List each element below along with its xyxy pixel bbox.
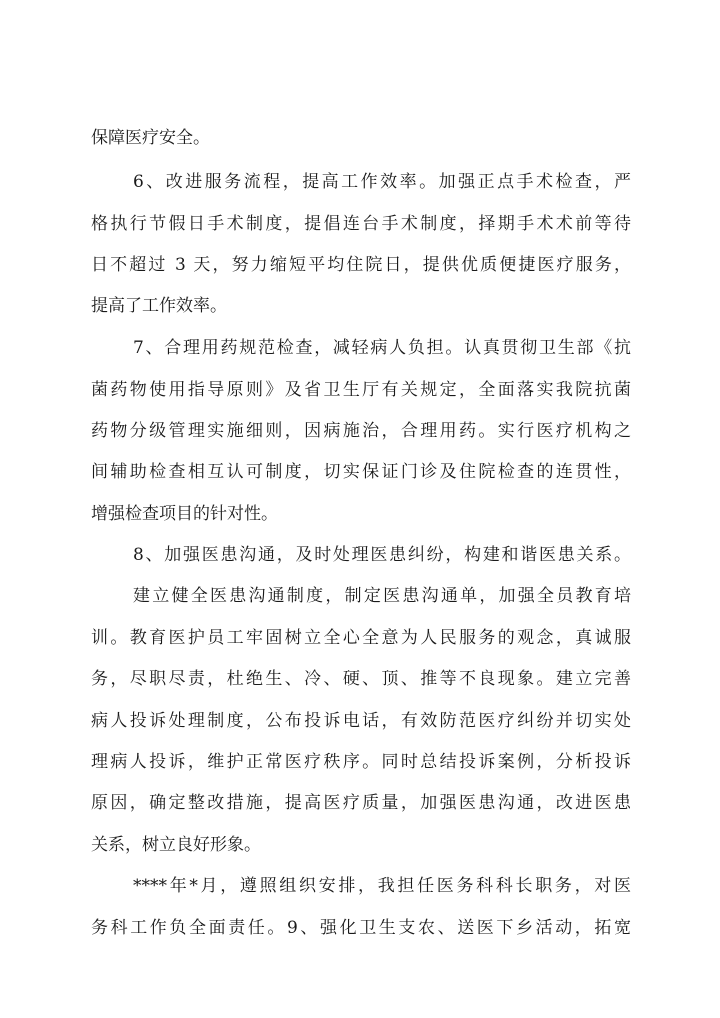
text-line: 6、改进服务流程，提高工作效率。加强正点手术检查，严 [133, 172, 631, 192]
text-line: 务，尽职尽责，杜绝生、冷、硬、顶、推等不良现象。建立完善 [91, 669, 631, 689]
text-line: 日不超过 3 天，努力缩短平均住院日，提供优质便捷医疗服务， [91, 255, 631, 275]
text-line: ****年*月，遵照组织安排，我担任医务科科长职务，对医 [133, 876, 631, 896]
text-line: 务科工作负全面责任。9、强化卫生支农、送医下乡活动，拓宽 [91, 918, 631, 938]
text-line: 保障医疗安全。 [91, 128, 210, 148]
text-line: 原因，确定整改措施，提高医疗质量，加强医患沟通，改进医患 [91, 793, 631, 813]
text-line: 病人投诉处理制度，公布投诉电话，有效防范医疗纠纷并切实处 [91, 711, 631, 731]
text-line: 菌药物使用指导原则》及省卫生厅有关规定，全面落实我院抗菌 [91, 380, 631, 400]
text-line: 7、合理用药规范检查，减轻病人负担。认真贯彻卫生部《抗 [133, 338, 631, 358]
text-line: 药物分级管理实施细则，因病施治，合理用药。实行医疗机构之 [91, 421, 631, 441]
text-line: 提高了工作效率。 [91, 296, 227, 316]
text-line: 关系，树立良好形象。 [91, 835, 261, 855]
text-line: 增强检查项目的针对性。 [91, 504, 278, 524]
text-line: 理病人投诉，维护正常医疗秩序。同时总结投诉案例，分析投诉 [91, 752, 631, 772]
text-line: 格执行节假日手术制度，提倡连台手术制度，择期手术术前等待 [91, 214, 631, 234]
text-line: 间辅助检查相互认可制度，切实保证门诊及住院检查的连贯性， [91, 462, 631, 482]
text-line: 8、加强医患沟通，及时处理医患纠纷，构建和谐医患关系。 [133, 545, 631, 565]
text-line: 训。教育医护员工牢固树立全心全意为人民服务的观念，真诚服 [91, 628, 631, 648]
text-line: 建立健全医患沟通制度，制定医患沟通单，加强全员教育培 [133, 586, 631, 606]
